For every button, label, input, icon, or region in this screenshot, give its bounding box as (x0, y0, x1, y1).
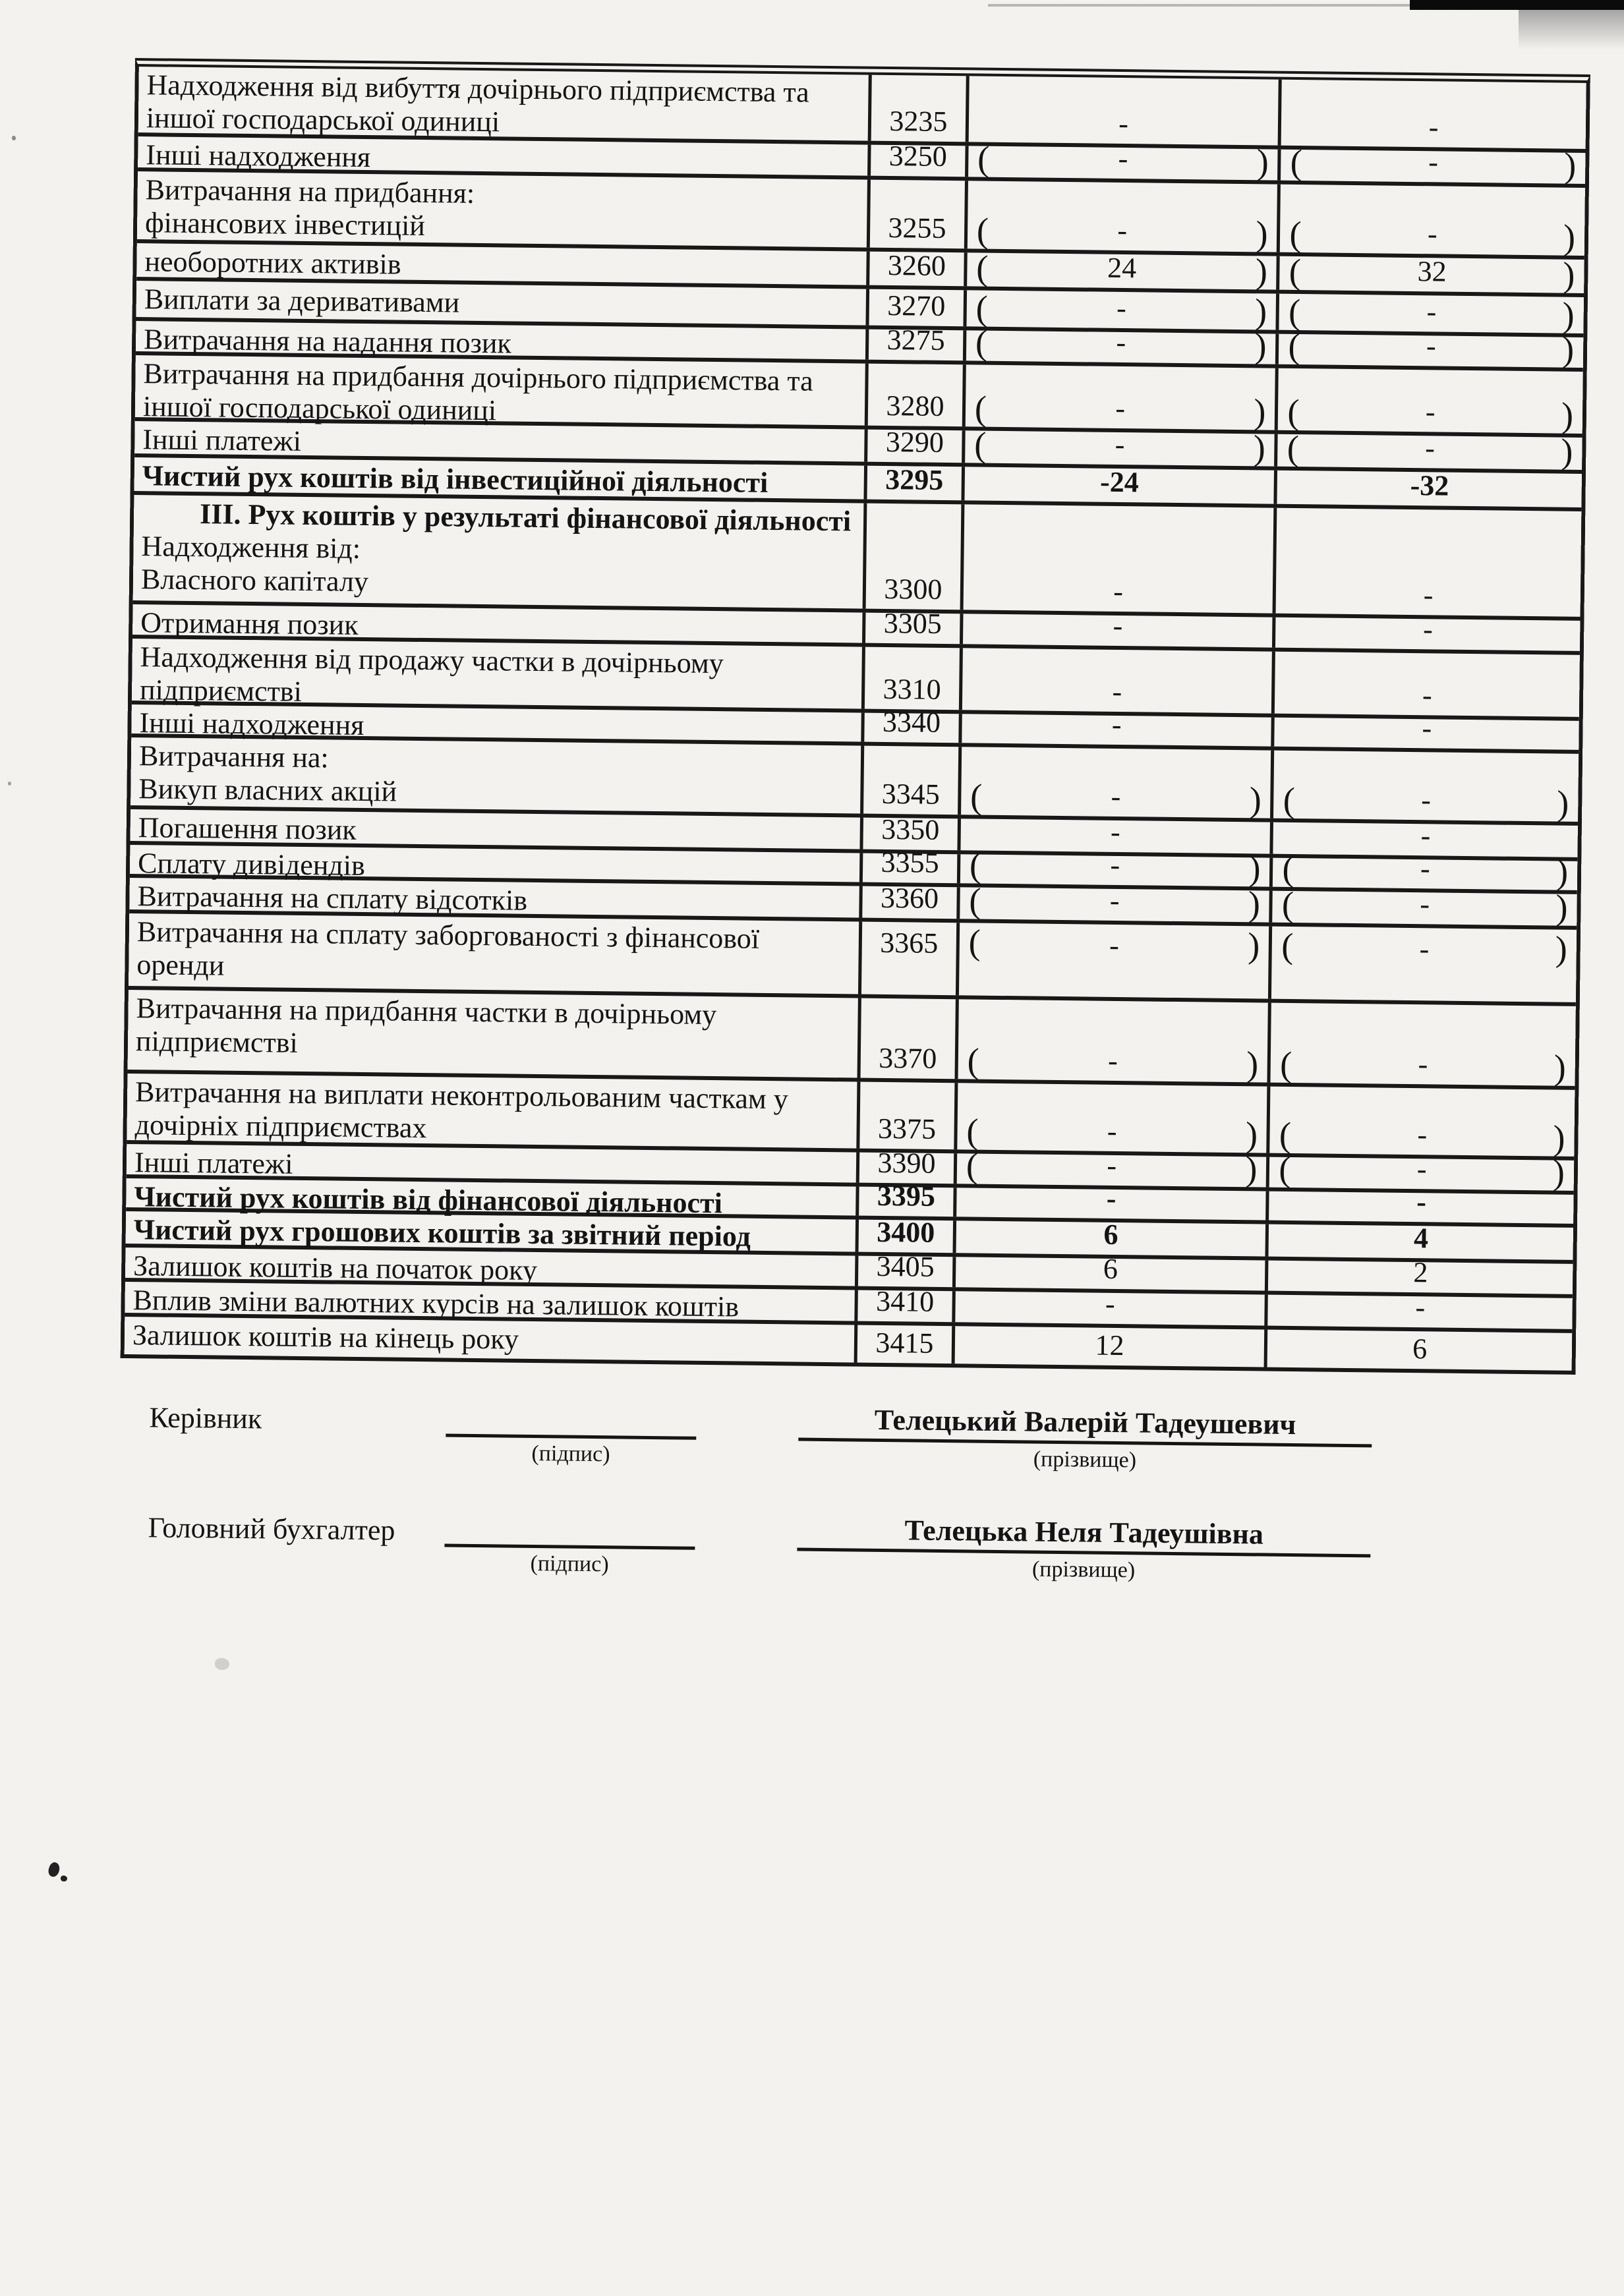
row-value-2 (1268, 1291, 1573, 1329)
row-label (130, 737, 864, 814)
value-text: 6 (1103, 1218, 1118, 1251)
row-label (136, 281, 870, 326)
value-text: 12 (1095, 1329, 1124, 1362)
value-paren-open: ( (1290, 142, 1303, 183)
label-line: Витрачання на придбання частки в дочірньому (136, 992, 717, 1031)
value-text: 32 (1417, 255, 1447, 288)
value-paren-open: ( (1279, 1149, 1291, 1189)
ink-speck (47, 1861, 61, 1878)
value-paren-open: ( (1281, 884, 1294, 925)
value-paren-open: ( (1281, 925, 1294, 966)
value-paren-open: ( (1287, 428, 1300, 469)
value-paren-open: ( (969, 880, 981, 921)
label-line: Залишок коштів на кінець року (132, 1319, 519, 1356)
row-value-2 (1278, 368, 1583, 434)
label-line: підприємстві (135, 1025, 299, 1059)
label-line: Витрачання на виплати неконтрольованим часткам у (134, 1076, 789, 1116)
row-code: 3290 (867, 430, 965, 463)
row-value-2 (1270, 1087, 1575, 1157)
label-line: Сплату дивідендів (137, 847, 366, 882)
value-paren-close: ) (1246, 1044, 1259, 1084)
row-value-1 (965, 424, 1278, 468)
value-paren-open: ( (1288, 291, 1301, 332)
label-line: Інші надходження (139, 706, 364, 742)
row-value-2 (1269, 1186, 1574, 1224)
row-value-1 (959, 923, 1273, 998)
label-line: Інші платежі (134, 1146, 293, 1180)
row-value-1 (961, 747, 1275, 818)
value-text: - (1426, 295, 1437, 328)
value-text: - (1109, 929, 1120, 962)
value-text: - (1118, 142, 1128, 175)
row-value-1 (962, 648, 1276, 713)
row-value-2 (1277, 471, 1582, 507)
value-paren-open: ( (1279, 1044, 1292, 1085)
value-text: - (1415, 1291, 1426, 1324)
row-value-1 (968, 138, 1281, 182)
row-value-1 (963, 504, 1277, 613)
signature-name: Телецький Валерій Тадеушевич (798, 1400, 1372, 1448)
label-line: Виплати за деривативами (144, 283, 460, 319)
signature-line (444, 1506, 695, 1549)
value-text: - (1428, 111, 1439, 144)
label-line: фінансових інвестицій (144, 206, 426, 243)
label-line: Викуп власних акцій (138, 772, 397, 808)
label-line: Інші надходження (146, 138, 371, 174)
value-text: - (1111, 780, 1121, 813)
value-paren-open: ( (967, 1041, 980, 1081)
signature-name: Телецька Неля Тадеушівна (797, 1510, 1371, 1558)
row-label (132, 639, 865, 709)
value-paren-open: ( (969, 845, 982, 885)
label-line: іншої господарської одиниці (142, 390, 497, 427)
row-label (125, 1317, 858, 1363)
scanner-artifact-bar (1410, 0, 1624, 10)
row-value-1 (966, 364, 1279, 430)
row-value-2 (1273, 751, 1579, 822)
value-text: - (1116, 291, 1127, 325)
row-code: 3270 (869, 289, 966, 327)
name-caption: (прізвище) (1033, 1447, 1137, 1473)
signature-role: Головний бухгалтер (148, 1511, 395, 1547)
signature-role: Керівник (149, 1401, 262, 1435)
table-row-3370 (128, 990, 1576, 1090)
table-row-3300 (133, 495, 1582, 621)
signature-field (444, 1506, 695, 1580)
value-text: - (1113, 575, 1124, 608)
ink-speck (12, 136, 16, 140)
value-paren-open: ( (1283, 780, 1296, 820)
document-content (118, 58, 1590, 1591)
row-code: 3355 (863, 853, 960, 884)
row-label (128, 990, 861, 1078)
label-line: Витрачання на придбання: (145, 173, 475, 210)
signature-caption: (підпис) (530, 1551, 609, 1577)
value-paren-open: ( (973, 424, 987, 465)
value-text: - (1106, 1182, 1116, 1215)
label-line: дочірніх підприємствах (134, 1108, 427, 1145)
row-value-2 (1276, 508, 1581, 617)
row-code: 3360 (862, 886, 960, 919)
value-paren-close: ) (1256, 214, 1268, 254)
row-value-2 (1271, 1003, 1576, 1086)
value-text: - (1419, 933, 1430, 965)
value-paren-open: ( (968, 922, 981, 962)
value-text: - (1420, 852, 1430, 885)
value-paren-close: ) (1553, 1118, 1565, 1158)
label-line: іншої господарської одиниці (146, 101, 500, 138)
row-value-2 (1279, 326, 1583, 369)
row-value-1 (962, 708, 1275, 746)
label-line: Витрачання на сплату відсотків (137, 880, 528, 917)
label-line: Чистий рух коштів від фінансової діяльності (134, 1180, 723, 1220)
row-value-2 (1271, 927, 1577, 1002)
row-value-1 (960, 880, 1273, 924)
value-paren-open: ( (1288, 326, 1300, 366)
scanner-artifact-streak (988, 4, 1410, 7)
signature-block (118, 1392, 1575, 1591)
row-value-2 (1280, 185, 1585, 256)
value-text: - (1115, 428, 1125, 461)
value-paren-open: ( (966, 1145, 979, 1186)
row-value-2 (1275, 652, 1580, 717)
row-value-1 (957, 1083, 1271, 1153)
value-paren-close: ) (1562, 295, 1575, 335)
value-text: - (1428, 146, 1439, 179)
value-paren-open: ( (977, 138, 990, 179)
row-value-2 (1275, 613, 1580, 651)
value-paren-open: ( (1282, 848, 1294, 889)
value-text: - (1420, 888, 1430, 921)
ink-speck (215, 1658, 229, 1670)
row-code: 3405 (858, 1256, 956, 1288)
value-paren-close: ) (1553, 1047, 1567, 1087)
value-paren-close: ) (1561, 431, 1573, 471)
row-code: 3280 (868, 364, 966, 427)
value-paren-close: ) (1247, 925, 1260, 965)
value-paren-close: ) (1254, 391, 1266, 432)
value-paren-open: ( (1287, 391, 1300, 432)
value-paren-open: ( (966, 1111, 979, 1151)
label-line: Чистий рух коштів від інвестиційної діяльності (142, 459, 768, 499)
label-line: Витрачання на сплату заборгованості з фінансової (136, 915, 760, 955)
row-code: 3295 (867, 466, 964, 501)
row-value-1 (955, 1287, 1268, 1325)
value-text: - (1107, 1044, 1118, 1077)
value-paren-close: ) (1557, 783, 1569, 823)
value-paren-close: ) (1245, 1114, 1258, 1155)
value-text: - (1118, 107, 1129, 140)
value-text: - (1105, 1287, 1115, 1320)
row-value-1 (954, 1326, 1267, 1367)
value-paren-close: ) (1254, 326, 1267, 366)
signature-caption: (підпис) (531, 1441, 610, 1467)
value-text: - (1117, 214, 1128, 247)
value-text: 2 (1413, 1256, 1428, 1289)
signature-line (446, 1396, 697, 1439)
label-line: необоротних активів (144, 245, 401, 281)
value-paren-close: ) (1563, 254, 1575, 295)
row-code: 3310 (865, 647, 963, 710)
ink-speck (61, 1876, 67, 1881)
signature-row-director (119, 1392, 1575, 1481)
row-value-1 (969, 76, 1283, 145)
name-caption: (прізвище) (1031, 1557, 1136, 1583)
value-text: - (1115, 391, 1126, 425)
label-line: підприємстві (139, 674, 303, 708)
value-text: - (1422, 712, 1432, 745)
row-code: 3250 (871, 145, 968, 177)
value-text: - (1416, 1186, 1427, 1219)
value-text: 6 (1412, 1333, 1428, 1365)
value-paren-close: ) (1253, 428, 1266, 468)
value-paren-open: ( (975, 322, 988, 362)
value-text: - (1110, 848, 1120, 882)
value-paren-close: ) (1248, 884, 1261, 924)
value-paren-open: ( (976, 210, 989, 250)
row-code: 3260 (869, 252, 967, 287)
value-paren-open: ( (1289, 214, 1302, 254)
signature-field (446, 1396, 697, 1470)
value-text: 24 (1107, 251, 1137, 285)
row-value-1 (967, 248, 1280, 291)
label-line: Залишок коштів на початок року (132, 1249, 538, 1287)
label-line: Інші платежі (142, 423, 302, 457)
row-code: 3235 (871, 75, 970, 142)
value-paren-open: ( (974, 388, 987, 428)
label-line: оренди (136, 948, 225, 982)
row-value-1 (963, 609, 1276, 647)
row-label (137, 171, 871, 248)
row-label (127, 1074, 860, 1149)
value-text: - (1425, 395, 1436, 428)
name-field (797, 1510, 1371, 1589)
row-value-1 (968, 181, 1281, 252)
value-paren-close: ) (1561, 395, 1574, 435)
value-text: - (1423, 579, 1434, 612)
value-paren-open: ( (970, 776, 983, 817)
value-paren-open: ( (1289, 251, 1302, 292)
row-label (129, 913, 862, 994)
value-paren-close: ) (1561, 329, 1575, 369)
row-code: 3275 (869, 330, 966, 361)
row-code: 3305 (865, 613, 963, 645)
value-text: - (1417, 1118, 1428, 1151)
section-title: III. Рух коштів у результаті фінансової діяльності (199, 498, 852, 538)
row-code: 3390 (859, 1153, 957, 1184)
row-value-2 (1267, 1330, 1572, 1371)
value-text: - (1111, 708, 1122, 741)
signature-row-chief-accountant (118, 1503, 1574, 1591)
value-text: - (1109, 884, 1120, 917)
value-text: - (1116, 326, 1126, 359)
row-value-2 (1281, 142, 1585, 185)
label-line: Вплив зміни валютних курсів на залишок коштів (132, 1284, 740, 1323)
value-text: 6 (1103, 1252, 1118, 1286)
value-text: - (1107, 1114, 1117, 1148)
row-code: 3365 (861, 922, 960, 996)
label-line: Надходження від вибуття дочірнього підприємства та (146, 69, 810, 109)
row-value-2 (1281, 80, 1586, 149)
value-paren-close: ) (1563, 145, 1577, 185)
value-text: - (1107, 1149, 1117, 1182)
value-paren-close: ) (1248, 848, 1261, 888)
value-paren-close: ) (1255, 251, 1268, 291)
row-code: 3340 (864, 713, 962, 743)
label-line: Витрачання на придбання дочірнього підприємства та (143, 357, 813, 397)
row-code: 3395 (859, 1187, 956, 1217)
row-value-2 (1275, 712, 1579, 750)
row-code: 3370 (861, 998, 959, 1079)
label-line: Погашення позик (138, 811, 357, 846)
value-paren-close: ) (1555, 887, 1568, 927)
value-text: - (1422, 613, 1434, 646)
value-text: - (1427, 217, 1437, 250)
value-text: - (1420, 819, 1431, 852)
row-code: 3415 (857, 1325, 956, 1364)
value-paren-open: ( (976, 248, 989, 288)
label-line: Чистий рух грошових коштів за звітний період (133, 1213, 751, 1253)
value-text: - (1416, 1153, 1427, 1186)
row-code: 3300 (866, 503, 965, 610)
row-code: 3400 (859, 1220, 956, 1253)
value-paren-close: ) (1245, 1149, 1258, 1189)
value-text: - (1418, 1048, 1428, 1081)
cash-flow-table (121, 58, 1590, 1375)
label-line: Витрачання на надання позик (143, 323, 512, 360)
value-text: - (1420, 784, 1432, 817)
value-text: 4 (1413, 1222, 1429, 1255)
value-paren-close: ) (1563, 217, 1576, 257)
value-text: - (1110, 815, 1121, 849)
label-line: Отримання позик (140, 606, 359, 641)
value-paren-close: ) (1552, 1152, 1565, 1192)
row-value-1 (966, 322, 1279, 366)
value-paren-close: ) (1249, 780, 1262, 820)
row-value-2 (1273, 884, 1577, 927)
row-code: 3350 (863, 818, 960, 851)
row-code: 3255 (870, 180, 968, 249)
value-paren-close: ) (1254, 291, 1267, 331)
name-field (798, 1400, 1372, 1479)
row-label (138, 67, 872, 141)
value-paren-open: ( (1279, 1114, 1292, 1155)
ink-speck (8, 782, 11, 786)
value-text: - (1426, 330, 1436, 362)
label-line: Власного капіталу (140, 563, 369, 598)
label-line: Надходження від: (141, 530, 361, 565)
label-line: Надходження від продажу частки в дочірньому (140, 641, 724, 680)
value-text: -32 (1410, 469, 1449, 502)
row-label (133, 495, 867, 609)
row-code: 3345 (863, 746, 962, 815)
value-text: - (1113, 609, 1123, 643)
label-line: Витрачання на: (138, 739, 329, 774)
value-paren-close: ) (1256, 142, 1269, 182)
row-label (135, 355, 869, 426)
value-paren-open: ( (975, 288, 988, 328)
scanner-artifact-smudge (1519, 10, 1624, 49)
row-value-2 (1280, 251, 1584, 295)
value-text: -24 (1099, 465, 1140, 499)
value-text: - (1422, 679, 1432, 712)
row-value-1 (956, 1182, 1269, 1220)
value-paren-close: ) (1555, 851, 1569, 892)
row-code: 3410 (857, 1290, 955, 1323)
row-value-1 (958, 999, 1271, 1082)
row-value-1 (964, 467, 1277, 503)
row-value-2 (1278, 428, 1582, 471)
value-text: - (1425, 432, 1436, 465)
value-paren-close: ) (1555, 929, 1568, 969)
value-text: - (1112, 675, 1122, 708)
row-code: 3375 (859, 1082, 958, 1150)
